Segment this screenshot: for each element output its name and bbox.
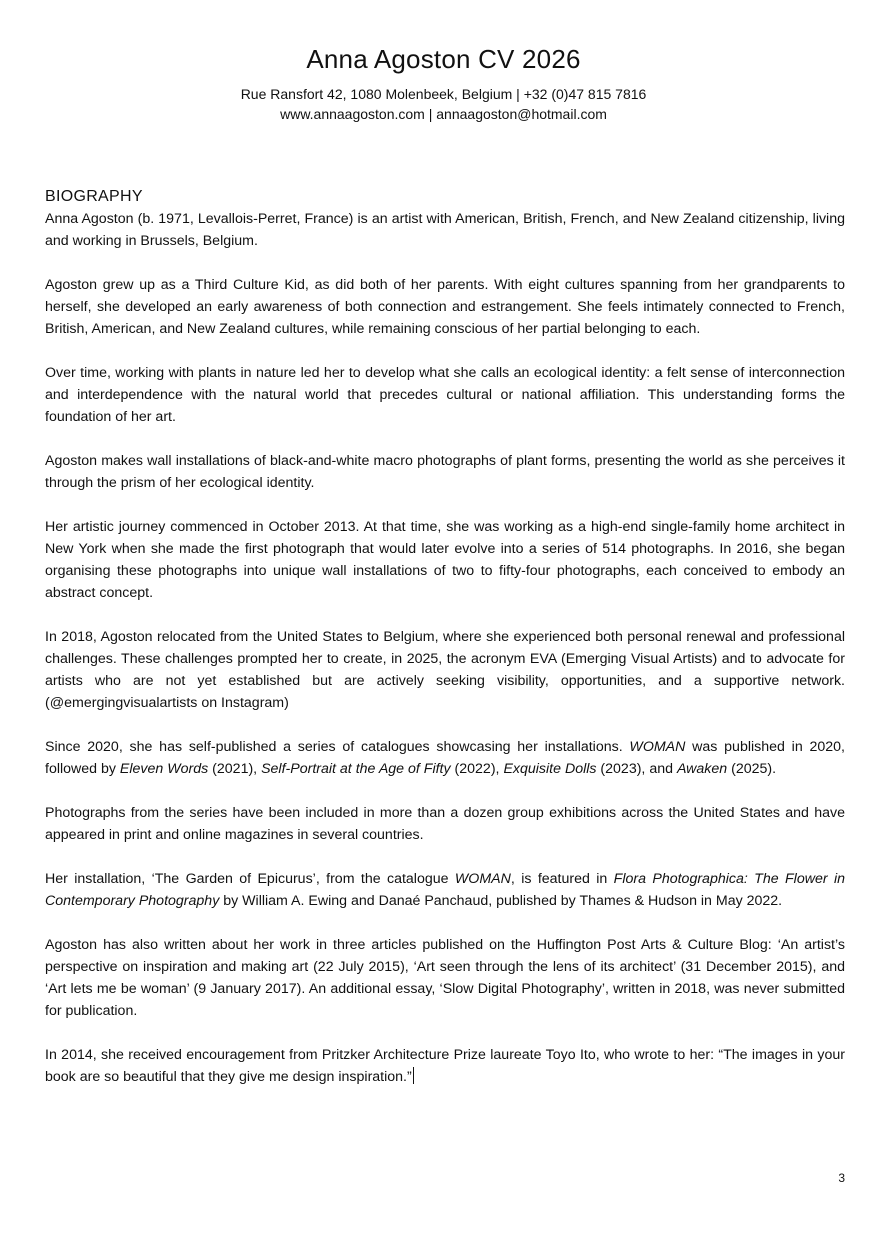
catalogue-title: Self-Portrait at the Age of Fifty <box>261 761 451 777</box>
bio-paragraph-9: Her installation, ‘The Garden of Epicurus’, from the catalogue WOMAN, is featured in Flora Photographica: The Flower in Contemporary Photography by William A. Ewing and Danaé Panchaud, published by Thames & Hudson in May 2022. <box>45 871 845 909</box>
catalogue-title: WOMAN <box>629 739 686 755</box>
book-title: Flora Photographica: The Flower in Contemporary Photography <box>45 871 845 909</box>
cv-header <box>0 42 887 124</box>
bio-paragraph-5: Her artistic journey commenced in October 2013. At that time, she was working as a high-end single-family home architect in New York when she made the first photograph that would later evolve into a series of 514 photographs. In 2016, she began organising these photographs into unique wall installations of two to fifty-four photographs, each conceived to embody an abstract concept. <box>45 519 845 601</box>
catalogue-title: Awaken <box>676 761 728 777</box>
catalogue-title: Eleven Words <box>119 761 209 777</box>
bio-paragraph-8: Photographs from the series have been included in more than a dozen group exhibitions across the United States and have appeared in print and online magazines in several countries. <box>45 805 845 843</box>
bio-paragraph-4: Agoston makes wall installations of black-and-white macro photographs of plant forms, presenting the world as she perceives it through the prism of her ecological identity. <box>45 453 845 491</box>
address-line: Rue Ransfort 42, 1080 Molenbeek, Belgium | +32 (0)47 815 7816 <box>240 86 647 102</box>
bio-paragraph-7: Since 2020, she has self-published a series of catalogues showcasing her installations. WOMAN was published in 2020, followed by Eleven Words (2021), Self-Portrait at the Age of Fifty (2022), Exquisite Dolls (2023), and Awaken (2025). <box>45 739 845 777</box>
catalogue-title: Exquisite Dolls <box>503 761 597 777</box>
bio-paragraph-2: Agoston grew up as a Third Culture Kid, as did both of her parents. With eight cultures spanning from her grandparents to herself, she developed an early awareness of both connection and estrangement. She feels intimately connected to French, British, American, and New Zealand cultures, while remaining conscious of her partial belonging to each. <box>45 277 845 337</box>
text-cursor <box>413 1067 414 1084</box>
page-number: 3 <box>838 1171 845 1185</box>
catalogue-title: WOMAN <box>454 871 511 887</box>
web-contact-line: www.annaagoston.com | annaagoston@hotmail.com <box>280 106 607 122</box>
page-title: Anna Agoston CV 2026 <box>306 44 581 74</box>
bio-paragraph-11[interactable]: In 2014, she received encouragement from Pritzker Architecture Prize laureate Toyo Ito, who wrote to her: “The images in your book are so beautiful that they give me design inspiration.” <box>45 1047 845 1085</box>
bio-paragraph-1: Anna Agoston (b. 1971, Levallois-Perret, France) is an artist with American, British, French, and New Zealand citizenship, living and working in Brussels, Belgium. <box>45 211 845 249</box>
bio-paragraph-10: Agoston has also written about her work in three articles published on the Huffington Post Arts & Culture Blog: ‘An artist’s perspective on inspiration and making art (22 July 2015), ‘Art seen through the lens of its architect’ (31 December 2015), and ‘Art lets me be woman’ (9 January 2017). An additional essay, ‘Slow Digital Photography’, written in 2018, was never submitted for publication. <box>45 937 845 1019</box>
bio-paragraph-6: In 2018, Agoston relocated from the United States to Belgium, where she experienced both personal renewal and professional challenges. These challenges prompted her to create, in 2025, the acronym EVA (Emerging Visual Artists) and to advocate for artists who are not yet established but are actively seeking visibility, opportunities, and a supportive network. (@emergingvisualartists on Instagram) <box>45 629 845 711</box>
section-heading: BIOGRAPHY <box>45 188 143 205</box>
biography-section <box>45 186 845 1110</box>
bio-paragraph-3: Over time, working with plants in nature led her to develop what she calls an ecological identity: a felt sense of interconnection and interdependence with the natural world that precedes cultural or national affiliation. This understanding forms the foundation of her art. <box>45 365 845 425</box>
